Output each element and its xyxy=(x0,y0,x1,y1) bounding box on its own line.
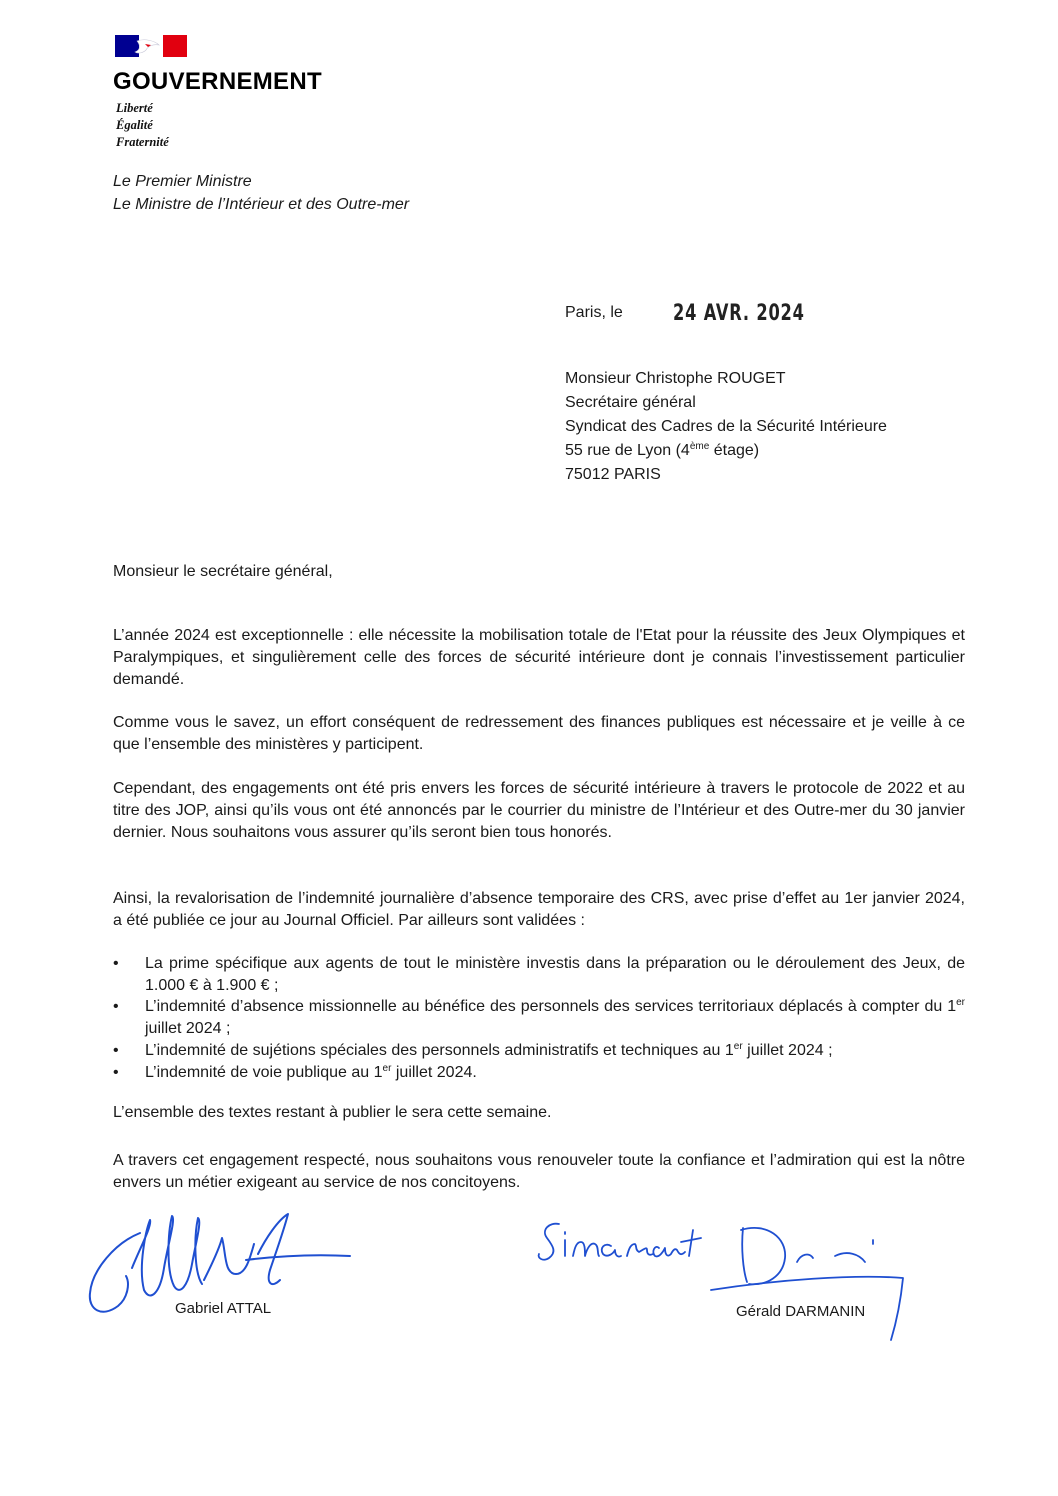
signature-darmanin-handwritten xyxy=(535,1208,915,1348)
recipient-street: 55 rue de Lyon (4ème étage) xyxy=(565,441,760,459)
recipient-organization: Syndicat des Cadres de la Sécurité Intérieure xyxy=(565,418,887,435)
date-stamp: 24 AVR. 2024 xyxy=(673,301,805,326)
validated-measures-list xyxy=(113,953,965,1083)
salutation: Monsieur le secrétaire général, xyxy=(113,563,333,580)
paragraph-6: A travers cet engagement respecté, nous souhaitons vous renouveler toute la confiance et l’admiration qui est la nôtre envers un métier exigeant au service de nos concitoyens. xyxy=(113,1152,965,1191)
recipient-name: Monsieur Christophe ROUGET xyxy=(565,370,786,387)
motto-liberte: Liberté xyxy=(116,101,153,115)
list-item: • L’indemnité d’absence missionnelle au bénéfice des personnels des services territoriaux déplacés à compter du 1er juillet 2024 ; xyxy=(113,996,965,1039)
paragraph-3: Cependant, des engagements ont été pris envers les forces de sécurité intérieure à travers le protocole de 2022 et au titre des JOP, ainsi qu’ils vous ont été annoncés par le courrier du ministre de l’Intérieur et des Outre-mer du 30 janvier dernier. Nous souhaitons vous assurer qu’ils seront bien tous honorés. xyxy=(113,780,965,841)
list-item: • La prime spécifique aux agents de tout le ministère investis dans la préparation ou le déroulement des Jeux, de 1.000 € à 1.900 € ; xyxy=(113,953,965,996)
paragraph-1: L’année 2024 est exceptionnelle : elle nécessite la mobilisation totale de l'Etat pour la réussite des Jeux Olympiques et Paralympiques, et singulièrement celle des forces de sécurité intérieure dont je connais l’investissement particulier demandé. xyxy=(113,627,965,688)
signatory-name-right: Gérald DARMANIN xyxy=(736,1303,866,1320)
date-label: Paris, le xyxy=(565,304,623,321)
government-title: GOUVERNEMENT xyxy=(113,68,322,95)
signatory-name-left: Gabriel ATTAL xyxy=(175,1300,272,1317)
motto-egalite: Égalité xyxy=(116,118,153,132)
paragraph-2: Comme vous le savez, un effort conséquent de redressement des finances publiques est nécessaire et je veille à ce que l’ensemble des ministères y participent. xyxy=(113,714,965,753)
list-item: • L’indemnité de sujétions spéciales des personnels administratifs et techniques au 1er juillet 2024 ; xyxy=(113,1040,965,1062)
sender-interior-minister: Le Ministre de l’Intérieur et des Outre-mer xyxy=(113,196,410,213)
sender-prime-minister: Le Premier Ministre xyxy=(113,173,252,190)
republic-flag-logo xyxy=(115,35,187,57)
paragraph-5: L’ensemble des textes restant à publier le sera cette semaine. xyxy=(113,1104,552,1121)
recipient-address xyxy=(565,367,887,487)
recipient-title: Secrétaire général xyxy=(565,394,696,411)
list-item: • L’indemnité de voie publique au 1er juillet 2024. xyxy=(113,1062,965,1084)
motto-fraternite: Fraternité xyxy=(116,135,169,149)
recipient-city: 75012 PARIS xyxy=(565,466,661,483)
paragraph-4: Ainsi, la revalorisation de l’indemnité journalière d’absence temporaire des CRS, avec prise d’effet au 1er janvier 2024, a été publiée ce jour au Journal Officiel. Par ailleurs sont validées : xyxy=(113,890,965,929)
